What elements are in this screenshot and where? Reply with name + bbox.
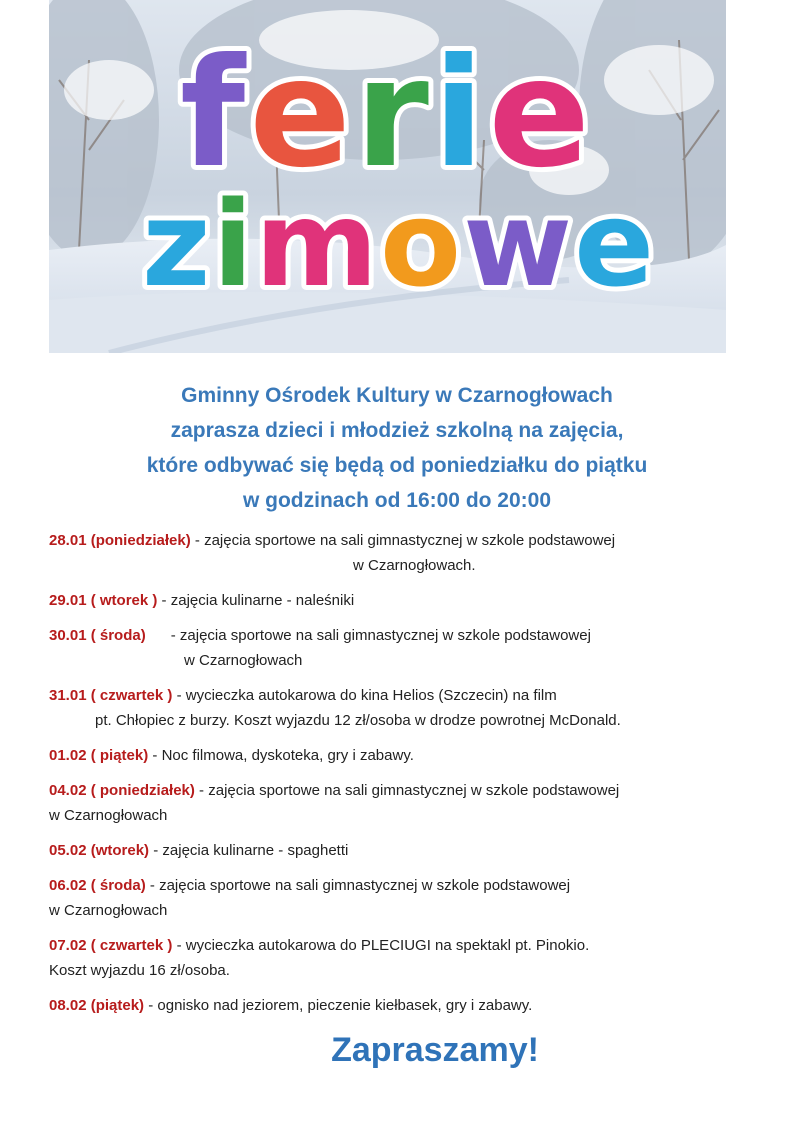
entry-continuation: Koszt wyjazdu 16 zł/osoba. [49, 962, 230, 979]
entry-text: zajęcia kulinarne - spaghetti [162, 842, 349, 859]
intro-line-4: w godzinach od 16:00 do 20:00 [242, 489, 552, 512]
entry-date: 05.02 (wtorek) [49, 842, 150, 859]
entry-continuation: w Czarnogłowach [49, 902, 168, 919]
title-letter: f [179, 27, 250, 201]
entry-continuation: w Czarnogłowach. [353, 557, 476, 574]
program-entry: 06.02 ( środa) - zajęcia sportowe na sali gimnastycznej w szkole podstawowej w Czarnogłowach [49, 873, 749, 923]
closing-invitation: Zapraszamy! [331, 1031, 539, 1069]
intro-line-2: zaprasza dzieci i młodzież szkolną na zajęcia, [170, 419, 624, 442]
program-entry: 05.02 (wtorek) - zajęcia kulinarne - spaghetti [49, 842, 349, 859]
entry-date: 06.02 ( środa) [49, 877, 146, 894]
entry-date: 08.02 (piątek) [49, 997, 145, 1014]
entry-date: 07.02 ( czwartek ) [49, 937, 173, 954]
intro-line-3: które odbywać się będą od poniedziałku do piątku [146, 454, 648, 477]
entry-text: zajęcia sportowe na sali gimnastycznej w szkole podstawowej [179, 627, 591, 644]
entry-text: zajęcia sportowe na sali gimnastycznej w szkole podstawowej [208, 782, 620, 799]
entry-date: 28.01 (poniedziałek) [49, 532, 191, 549]
entry-text: wycieczka autokarowa do kina Helios (Szczecin) na film [185, 687, 557, 704]
winter-scene-illustration [49, 0, 726, 353]
program-list [49, 528, 749, 1028]
entry-date: 31.01 ( czwartek ) [49, 687, 173, 704]
entry-text: zajęcia sportowe na sali gimnastycznej w szkole podstawowej [204, 532, 616, 549]
entry-continuation: pt. Chłopiec z burzy. Koszt wyjazdu 12 zł/osoba w drodze powrotnej McDonald. [95, 712, 621, 729]
entry-continuation: w Czarnogłowach [49, 807, 168, 824]
entry-text: Noc filmowa, dyskoteka, gry i zabawy. [161, 747, 414, 764]
program-entry: 31.01 ( czwartek ) - wycieczka autokarowa do kina Helios (Szczecin) na film pt. Chłopiec z burzy. Koszt wyjazdu 12 zł/osoba w drodze powrotnej McDonald. [49, 683, 749, 733]
program-entry: 30.01 ( środa) - zajęcia sportowe na sali gimnastycznej w szkole podstawowej w Czarnogłowach [49, 623, 749, 673]
entry-text: wycieczka autokarowa do PLECIUGI na spektakl pt. Pinokio. [185, 937, 590, 954]
entry-continuation: w Czarnogłowach [184, 652, 303, 669]
entry-text: zajęcia kulinarne - naleśniki [170, 592, 355, 609]
program-entry: 29.01 ( wtorek ) - zajęcia kulinarne - naleśniki [49, 592, 355, 609]
program-entry: 28.01 (poniedziałek) - zajęcia sportowe na sali gimnastycznej w szkole podstawowej w Czarnogłowach. [49, 528, 749, 578]
svg-text:ferie: ferie [179, 27, 595, 201]
entry-date: 04.02 ( poniedziałek) [49, 782, 195, 799]
intro-block [0, 378, 794, 518]
entry-text: ognisko nad jeziorem, pieczenie kiełbasek, gry i zabawy. [157, 997, 533, 1014]
entry-text: zajęcia sportowe na sali gimnastycznej w szkole podstawowej [159, 877, 571, 894]
entry-date: 01.02 ( piątek) [49, 747, 149, 764]
program-entry: 01.02 ( piątek) - Noc filmowa, dyskoteka, gry i zabawy. [49, 747, 414, 764]
intro-line-1: Gminny Ośrodek Kultury w Czarnogłowach [181, 384, 613, 407]
program-entry: 04.02 ( poniedziałek) - zajęcia sportowe na sali gimnastycznej w szkole podstawowej w Czarnogłowach [49, 778, 749, 828]
program-entry: 07.02 ( czwartek ) - wycieczka autokarowa do PLECIUGI na spektakl pt. Pinokio. Koszt wyjazdu 16 zł/osoba. [49, 933, 749, 983]
entry-date: 30.01 ( środa) [49, 627, 146, 644]
svg-text:zimowe: zimowe [141, 175, 657, 313]
banner-image [49, 0, 726, 353]
program-entry: 08.02 (piątek) - ognisko nad jeziorem, pieczenie kiełbasek, gry i zabawy. [49, 997, 533, 1014]
entry-date: 29.01 ( wtorek ) [49, 592, 158, 609]
